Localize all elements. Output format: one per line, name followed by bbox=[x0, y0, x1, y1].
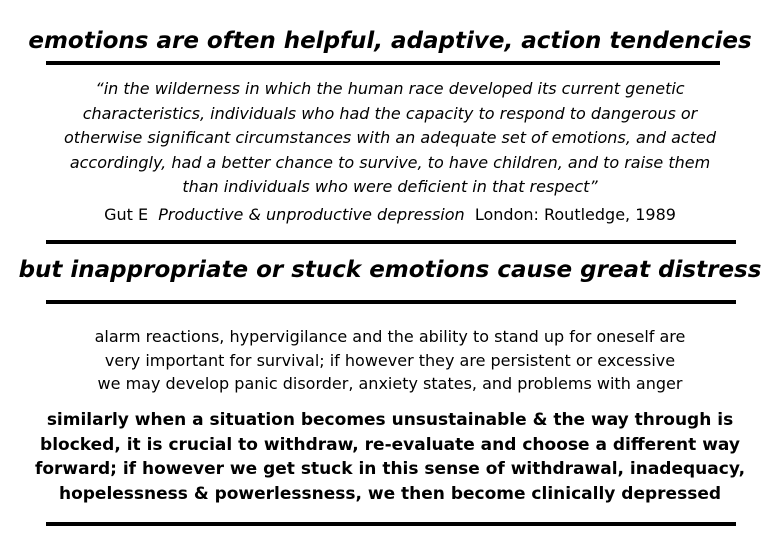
paragraph-withdrawal bbox=[10, 408, 770, 506]
quote-line: “in the wilderness in which the human race developed its current genetic bbox=[95, 79, 685, 98]
quote-line: characteristics, individuals who had the capacity to respond to dangerous or bbox=[82, 103, 698, 123]
quote-line: otherwise significant circumstances with an adequate set of emotions, and acted bbox=[64, 128, 716, 147]
citation-publisher: London: Routledge, 1989 bbox=[474, 205, 676, 224]
paragraph-line: very important for survival; if however they are persistent or excessive bbox=[104, 350, 676, 370]
heading-stuck-emotions: but inappropriate or stuck emotions cause great distress bbox=[18, 257, 762, 283]
heading-helpful-emotions: emotions are often helpful, adaptive, action tendencies bbox=[28, 28, 752, 54]
quote-line: than individuals who were deficient in that respect” bbox=[182, 177, 598, 196]
paragraph-line: blocked, it is crucial to withdraw, re-evaluate and choose a different way bbox=[40, 434, 740, 455]
quote-line: accordingly, had a better chance to survive, to have children, and to raise them bbox=[69, 152, 711, 172]
divider-bottom bbox=[46, 522, 736, 526]
gut-quote bbox=[20, 77, 760, 200]
paragraph-line: hopelessness & powerlessness, we then become clinically depressed bbox=[58, 483, 722, 504]
paragraph-alarm-reactions bbox=[10, 325, 770, 396]
citation bbox=[0, 207, 780, 223]
divider-top bbox=[46, 61, 720, 65]
paragraph-line: we may develop panic disorder, anxiety states, and problems with anger bbox=[97, 374, 683, 393]
divider-middle-upper bbox=[46, 240, 736, 244]
divider-middle-lower bbox=[46, 300, 736, 304]
paragraph-line: similarly when a situation becomes unsustainable & the way through is bbox=[46, 410, 734, 430]
citation-title: Productive & unproductive depression bbox=[158, 205, 465, 224]
paragraph-line: forward; if however we get stuck in this sense of withdrawal, inadequacy, bbox=[34, 459, 746, 479]
paragraph-line: alarm reactions, hypervigilance and the ability to stand up for oneself are bbox=[94, 327, 686, 346]
citation-author: Gut E bbox=[104, 205, 149, 224]
